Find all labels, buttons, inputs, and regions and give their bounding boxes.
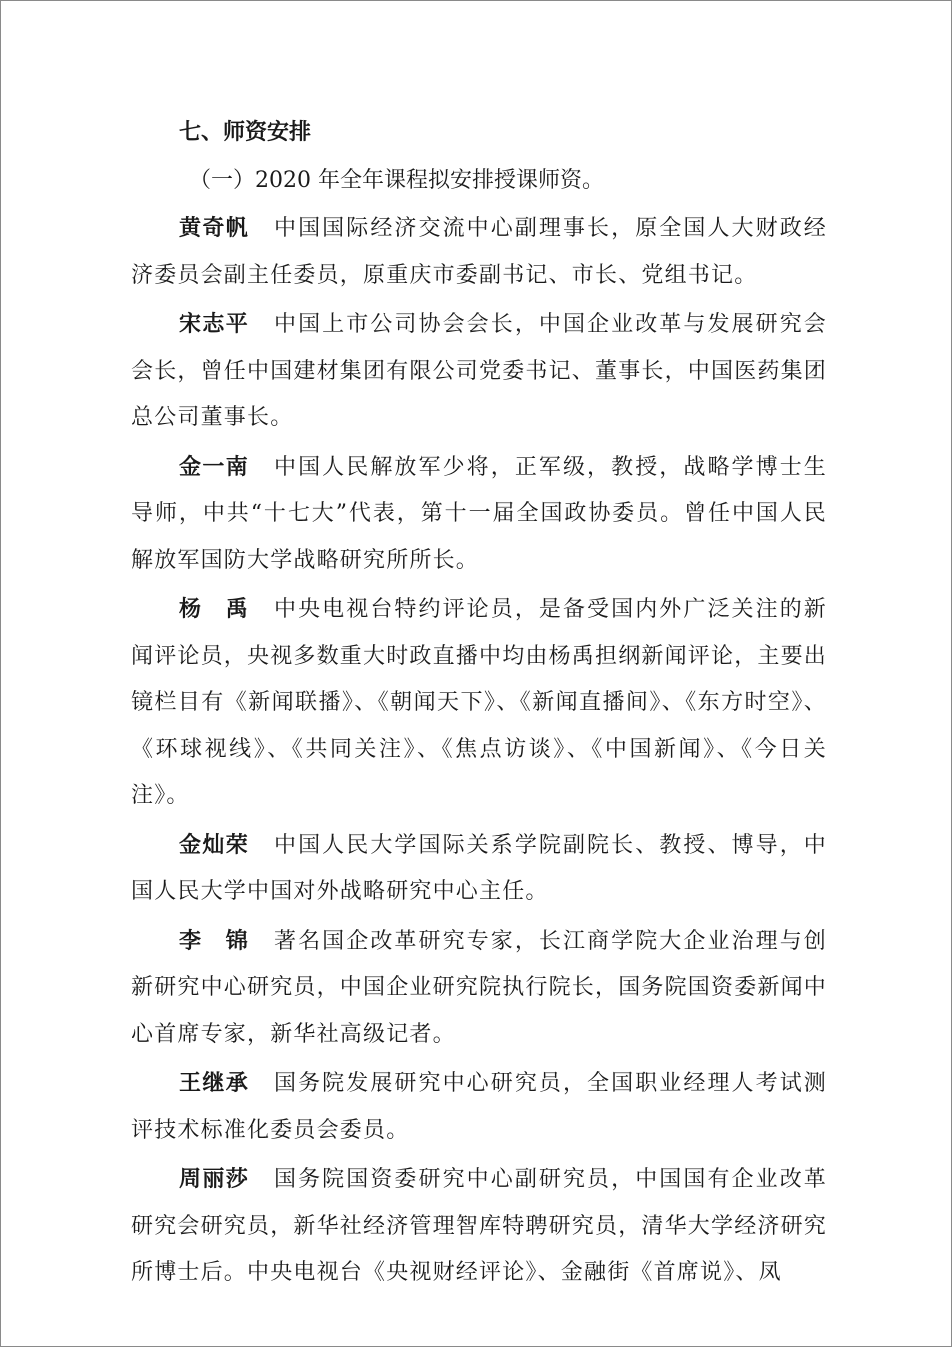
faculty-name: 金一南 [179, 454, 250, 480]
document-body [131, 109, 827, 1300]
faculty-name: 杨 禹 [179, 597, 250, 622]
faculty-name: 周丽莎 [179, 1167, 250, 1192]
faculty-bio: 国务院发展研究中心研究员，全国职业经理人考试测评技术标准化委员会委员。 [131, 1071, 827, 1143]
faculty-entry [131, 206, 827, 299]
faculty-name: 李 锦 [179, 928, 250, 954]
faculty-bio: 中国国际经济交流中心副理事长，原全国人大财政经济委员会副主任委员，原重庆市委副书记、市长、党组书记。 [131, 216, 827, 288]
faculty-entry [131, 445, 827, 585]
faculty-bio: 著名国企改革研究专家，长江商学院大企业治理与创新研究中心研究员，中国企业研究院执行院长，国务院国资委新闻中心首席专家，新华社高级记者。 [131, 928, 828, 1047]
faculty-entry [131, 1157, 827, 1297]
faculty-entry [131, 1061, 827, 1154]
sub-heading: （一）2020 年全年课程拟安排授课师资。 [189, 168, 604, 193]
faculty-bio: 中国人民解放军少将，正军级，教授，战略学博士生导师，中共“十七大”代表，第十一届全国政协委员。曾任中国人民解放军国防大学战略研究所所长。 [131, 454, 827, 573]
faculty-entry [131, 919, 827, 1059]
faculty-name: 宋志平 [179, 312, 250, 337]
faculty-name: 王继承 [179, 1071, 250, 1096]
section-heading: 七、师资安排 [179, 119, 312, 145]
faculty-bio: 中国人民大学国际关系学院副院长、教授、博导，中国人民大学中国对外战略研究中心主任。 [131, 832, 827, 904]
faculty-name: 金灿荣 [179, 832, 250, 858]
faculty-bio: 国务院国资委研究中心副研究员，中国国有企业改革研究会研究员，新华社经济管理智库特聘研究员，清华大学经济研究所博士后。中央电视台《央视财经评论》、金融街《首席说》、凤 [131, 1167, 828, 1285]
faculty-entry [131, 823, 827, 916]
faculty-entry [131, 587, 827, 820]
faculty-bio: 中央电视台特约评论员，是备受国内外广泛关注的新闻评论员，央视多数重大时政直播中均由杨禹担纲新闻评论，主要出镜栏目有《新闻联播》、《朝闻天下》、《新闻直播间》、《东方时空》、《环球视线》、《共同关注》、《焦点访谈》、《中国新闻》、《今日关注》。 [131, 597, 828, 808]
faculty-entry [131, 302, 827, 442]
faculty-name: 黄奇帆 [179, 216, 250, 241]
faculty-bio: 中国上市公司协会会长，中国企业改革与发展研究会会长，曾任中国建材集团有限公司党委书记、董事长，中国医药集团总公司董事长。 [131, 312, 828, 430]
